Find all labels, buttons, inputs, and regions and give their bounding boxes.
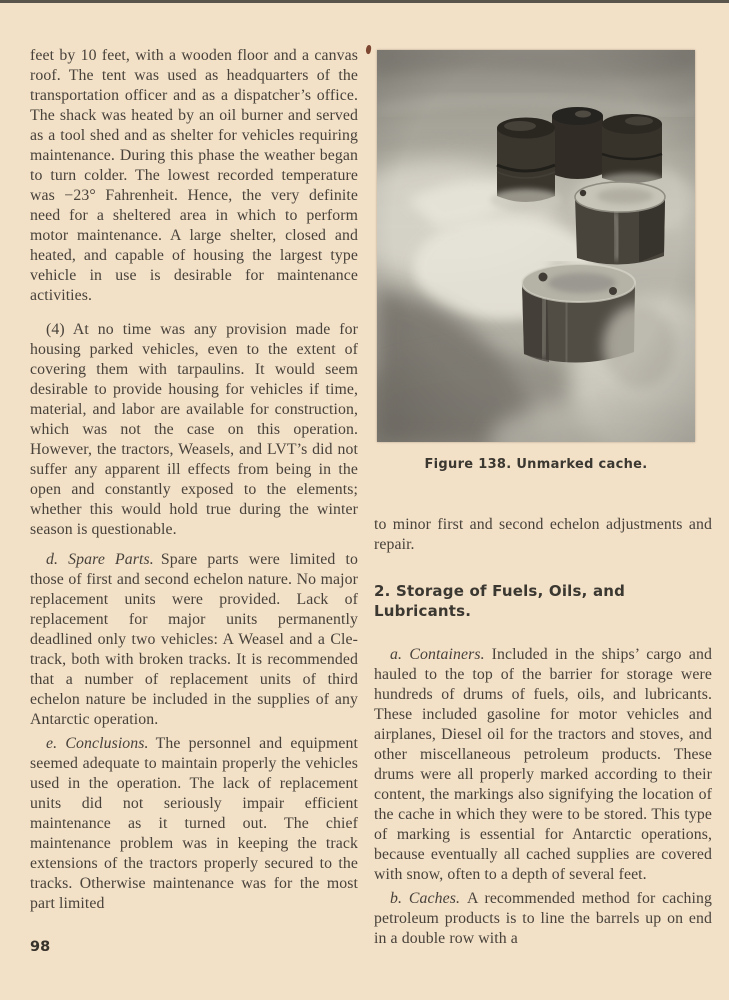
cache-photo — [377, 50, 695, 442]
paragraph-text: (4) At no time was any provision made for housing parked vehicles, even to the extent of covering them with tarpaulins. It would seem desirable to provide housing for vehicles if time, material, and labor are available for construction, which was not the case on this operation. However, the tractors, Weasels, and LVT’s did not suffer any apparent ill effects from being in the open and constantly exposed to the elements; whether this would hold true during the winter season is questionable. — [30, 321, 358, 538]
paragraph — [374, 515, 712, 555]
section-heading: 2. Storage of Fuels, Oils, and Lubricants. — [374, 582, 626, 620]
figure-138 — [377, 50, 695, 475]
paragraph — [30, 550, 358, 730]
left-text-column — [30, 46, 358, 914]
paragraph-lead: d. Spare Parts. — [46, 551, 154, 568]
paragraph-text: A recommended method for caching petroleum products is to line the barrels up on end in a double row with a — [374, 890, 712, 947]
paragraph — [30, 734, 358, 914]
page-number: 98 — [30, 939, 51, 955]
right-text-column — [374, 50, 712, 949]
paragraph-lead: a. Containers. — [390, 646, 485, 663]
page-top-rule — [0, 0, 729, 3]
paragraph-lead: e. Conclusions. — [46, 735, 149, 752]
paper-speck — [365, 45, 372, 55]
paragraph-text: Spare parts were limited to those of first and second echelon nature. No major replacement units were provided. Lack of replacement for major units permanently deadlined only two vehicles: A Weasel and a Cle-track, both with broken tracks. It is recommended that a number of replacement units of third echelon nature be included in the supplies of any Antarctic operation. — [30, 551, 358, 728]
paragraph-text: The personnel and equipment seemed adequate to maintain properly the vehicles used in the operation. The lack of replacement units did not seriously impair efficient maintenance as it turned out. The chief maintenance problem was in keeping the track extensions of the tractors properly secured to the tracks. Otherwise maintenance was for the most part limited — [30, 735, 358, 912]
paragraph — [374, 645, 712, 885]
paragraph-text: feet by 10 feet, with a wooden floor and a canvas roof. The tent was used as headquarters of the transportation officer and as a dispatcher’s office. The shack was heated by an oil burner and served as a tool shed and as shelter for vehicles requiring maintenance. During this phase the weather began to turn colder. The lowest recorded temperature was −23° Fahrenheit. Hence, the very definite need for a sheltered area in which to perform motor maintenance. A large shelter, closed and heated, and capable of housing the largest type vehicle in use is desirable for maintenance activities. — [30, 47, 358, 304]
paragraph-text: Included in the ships’ cargo and hauled to the top of the barrier for storage were hundreds of drums of fuels, oils, and lubricants. These included gasoline for motor vehicles and airplanes, Diesel oil for the tractors and stoves, and other miscellaneous petroleum products. These drums were all properly marked according to their content, the markings also signifying the location of the cache in which they were to be stored. This type of marking is essential for Antarctic operations, because eventually all cached supplies are covered with snow, often to a depth of several feet. — [374, 646, 712, 883]
paragraph-lead: b. Caches. — [390, 890, 461, 907]
figure-caption: Figure 138. Unmarked cache. — [424, 457, 648, 472]
paragraph-text: to minor first and second echelon adjustments and repair. — [374, 516, 712, 553]
paragraph — [374, 889, 712, 949]
oil-drums-photo — [377, 50, 695, 442]
paragraph — [30, 320, 358, 540]
paragraph — [30, 46, 358, 306]
